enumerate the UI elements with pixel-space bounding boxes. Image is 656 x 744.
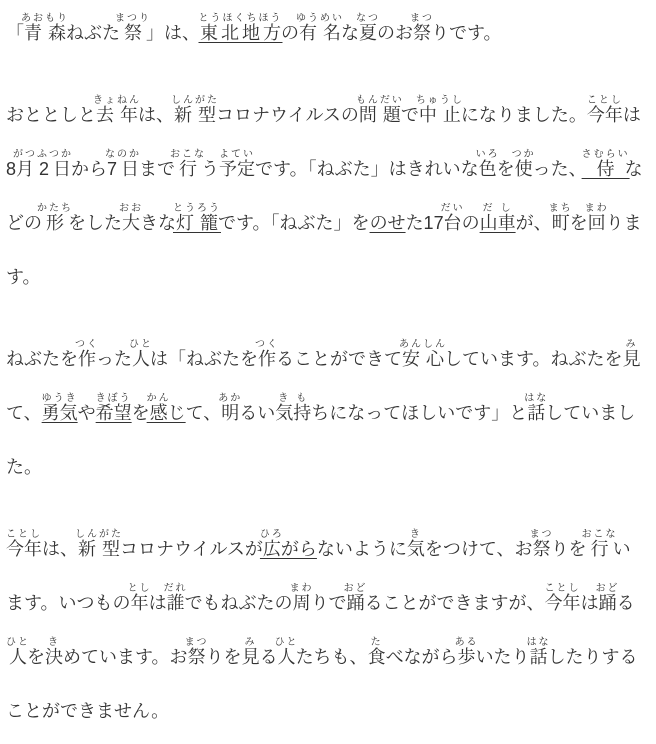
dictionary-word[interactable] [479, 203, 516, 233]
furigana: かたち [37, 203, 73, 214]
text-run: をつけて、お [424, 539, 533, 559]
ruby-word [6, 529, 42, 559]
text-run: りを [205, 647, 242, 667]
furigana: き [45, 637, 63, 648]
text-run: から [71, 159, 108, 179]
ruby-base: 作 [255, 349, 279, 369]
furigana: つく [255, 339, 279, 350]
ruby-word [356, 13, 380, 43]
ruby-word [105, 149, 142, 179]
text-run: しています。ねぶたを [444, 349, 623, 369]
ruby-base: 回 [584, 213, 609, 233]
ruby-word [37, 203, 73, 233]
ruby-word [163, 583, 188, 613]
text-run: じ [167, 403, 186, 423]
ruby-word [440, 203, 465, 233]
ruby-base: 誰 [163, 593, 188, 613]
ruby-word [95, 393, 132, 423]
text-run: ねぶたを [6, 349, 78, 369]
text-run: を [496, 159, 515, 179]
furigana: もんだい [355, 95, 404, 106]
ruby-base: 決 [45, 647, 63, 667]
ruby-word [37, 149, 74, 179]
ruby-word [289, 583, 314, 613]
text-run: をした [68, 213, 122, 233]
ruby-word [75, 339, 99, 369]
furigana: おど [595, 583, 620, 594]
ruby-word [127, 583, 152, 613]
furigana: まわ [584, 203, 609, 214]
furigana: ひと [129, 339, 153, 350]
text-run: コロナウイルスが [120, 539, 263, 559]
text-run: う [201, 159, 220, 179]
ruby-base: 新型 [75, 539, 123, 559]
ruby-base: 安心 [399, 349, 447, 369]
furigana: だれ [163, 583, 188, 594]
furigana: ことし [586, 95, 623, 106]
ruby-word [367, 637, 386, 667]
text-run: いたり [475, 647, 530, 667]
ruby-base: 月 [13, 159, 38, 179]
furigana: まつ [184, 637, 209, 648]
ruby-base: 見 [241, 647, 260, 667]
ruby-word [410, 13, 434, 43]
ruby-base: 形 [37, 213, 73, 233]
text-run: していました。 [6, 403, 636, 477]
dictionary-word[interactable] [95, 393, 132, 423]
ruby-base: 今年 [6, 539, 42, 559]
furigana: まつ [529, 529, 554, 540]
paragraph [6, 6, 648, 60]
furigana: まわ [289, 583, 314, 594]
furigana: ゆうき [41, 393, 78, 404]
ruby-base: 灯籠 [173, 213, 221, 233]
text-run: したりすることができません。 [6, 647, 638, 721]
furigana: つか [511, 149, 536, 160]
ruby-word [586, 95, 623, 125]
furigana: あんしん [399, 339, 447, 350]
text-run: がら [280, 539, 317, 559]
dictionary-word[interactable] [581, 149, 630, 179]
text-run: のお [377, 23, 413, 43]
text-run: めています。お [63, 647, 188, 667]
ruby-word [274, 637, 299, 667]
ruby-base: 人 [274, 647, 299, 667]
ruby-word [146, 393, 171, 423]
text-run: は「ねぶたを [150, 349, 258, 369]
ruby-word [241, 637, 260, 667]
text-run: りです。 [431, 23, 502, 43]
ruby-word [45, 637, 63, 667]
furigana: はな [526, 637, 551, 648]
ruby-word [41, 393, 78, 423]
text-run: おととしと [6, 105, 96, 125]
furigana: ゆうめい [296, 13, 344, 24]
furigana: なのか [105, 149, 142, 160]
ruby-word [584, 203, 609, 233]
ruby-base: 作 [75, 349, 99, 369]
ruby-base: 東北地方 [198, 23, 283, 43]
furigana: とうろう [173, 203, 221, 214]
ruby-word [170, 149, 207, 179]
ruby-word [184, 637, 209, 667]
ruby-word [622, 339, 641, 369]
ruby-base: 祭 [529, 539, 554, 559]
furigana: ひと [6, 637, 30, 648]
ruby-word [115, 13, 151, 43]
furigana: ひろ [259, 529, 284, 540]
furigana: おこな [170, 149, 207, 160]
text-run: る [259, 647, 278, 667]
ruby-word [524, 393, 549, 423]
paragraph [6, 332, 648, 494]
text-run: を [131, 403, 150, 423]
text-run: った、 [532, 159, 587, 179]
ruby-word [343, 583, 368, 613]
furigana: た [367, 637, 386, 648]
ruby-word [511, 149, 536, 179]
ruby-base: 使 [511, 159, 536, 179]
text-run: は8 [6, 105, 641, 179]
text-run: は [148, 593, 167, 613]
ruby-base: 夏 [356, 23, 380, 43]
ruby-word [13, 149, 38, 179]
furigana: おお [119, 203, 143, 214]
ruby-base: 人 [129, 349, 153, 369]
furigana: ある [454, 637, 479, 648]
furigana: ことし [544, 583, 581, 594]
dictionary-word[interactable] [198, 13, 283, 43]
furigana: み [622, 339, 641, 350]
dictionary-word[interactable] [173, 203, 221, 233]
furigana: ふつか [37, 149, 74, 160]
text-run: りを [550, 539, 587, 559]
text-run: の [281, 23, 299, 43]
dictionary-word[interactable] [146, 393, 186, 423]
furigana: ひと [274, 637, 299, 648]
text-run: です。「ねぶた」を [218, 213, 370, 233]
ruby-base: 感 [146, 403, 171, 423]
ruby-word [479, 203, 516, 233]
ruby-base: 行 [581, 539, 618, 559]
text-run: になりました。 [460, 105, 587, 125]
paragraph [6, 522, 648, 738]
text-run: や [77, 403, 96, 423]
text-run: などの [6, 159, 643, 233]
ruby-word [406, 529, 425, 559]
ruby-base: 踊 [343, 593, 368, 613]
furigana: あか [218, 393, 243, 404]
furigana: きょねん [93, 95, 141, 106]
ruby-base: 今年 [586, 105, 623, 125]
ruby-base: 気持 [275, 403, 312, 423]
text-run: る [616, 593, 635, 613]
ruby-word [548, 203, 573, 233]
text-run: のせ [369, 213, 406, 233]
ruby-base: 人 [6, 647, 30, 667]
ruby-base: 見 [622, 349, 641, 369]
furigana: おど [343, 583, 368, 594]
furigana: よてい [219, 149, 256, 160]
ruby-base: 勇気 [41, 403, 78, 423]
ruby-word [75, 529, 123, 559]
furigana: き [406, 529, 425, 540]
furigana: いろ [475, 149, 500, 160]
dictionary-word[interactable] [259, 529, 317, 559]
text-run: います。いつもの [6, 539, 631, 613]
ruby-word [21, 13, 69, 43]
ruby-base: 食 [367, 647, 386, 667]
furigana: きぼう [95, 393, 132, 404]
furigana: きも [275, 393, 312, 404]
furigana: はな [524, 393, 549, 404]
text-run: べながら [385, 647, 458, 667]
text-run: ります。 [6, 213, 642, 287]
ruby-base: 広 [259, 539, 284, 559]
ruby-word [129, 339, 153, 369]
furigana: とうほくちほう [198, 13, 283, 24]
furigana: まち [548, 203, 573, 214]
ruby-base: 明 [218, 403, 243, 423]
ruby-word [529, 529, 554, 559]
dictionary-word[interactable] [41, 393, 78, 423]
ruby-word [526, 637, 551, 667]
furigana: しんがた [75, 529, 123, 540]
ruby-word [544, 583, 581, 613]
ruby-word [171, 95, 219, 125]
text-run: ねぶた [66, 23, 120, 43]
text-run: て、 [6, 403, 42, 423]
ruby-base: 予定 [219, 159, 256, 179]
text-run: を [569, 213, 588, 233]
text-run: きな [140, 213, 176, 233]
ruby-word [255, 339, 279, 369]
text-run: て、 [185, 403, 222, 423]
furigana: だい [440, 203, 465, 214]
ruby-base: 希望 [95, 403, 132, 423]
furigana: かん [146, 393, 171, 404]
text-run: 「 [6, 23, 24, 43]
ruby-base: 行 [170, 159, 207, 179]
text-run: 」は、 [146, 23, 200, 43]
furigana: がつ [13, 149, 38, 160]
text-run: は [580, 593, 599, 613]
ruby-base: 新型 [171, 105, 219, 125]
ruby-word [475, 149, 500, 179]
text-run: でもねぶたの [184, 593, 293, 613]
ruby-word [399, 339, 447, 369]
text-run: たちも、 [295, 647, 368, 667]
furigana: まつり [115, 13, 151, 24]
furigana: み [241, 637, 260, 648]
text-run: は、 [42, 539, 78, 559]
ruby-word [219, 149, 256, 179]
text-run: ることができますが、 [364, 593, 545, 613]
text-run: った [96, 349, 132, 369]
ruby-word [415, 95, 464, 125]
text-run: が、 [515, 213, 552, 233]
furigana: おこな [581, 529, 618, 540]
ruby-base: 話 [524, 403, 549, 423]
ruby-word [6, 637, 30, 667]
text-run: るい [239, 403, 276, 423]
text-run: な [341, 23, 359, 43]
ruby-base: 踊 [595, 593, 620, 613]
ruby-base: 祭 [115, 23, 151, 43]
text-run: を [27, 647, 45, 667]
dictionary-word[interactable] [370, 213, 406, 233]
ruby-base: 町 [548, 213, 573, 233]
ruby-word [275, 393, 312, 423]
ruby-word [595, 583, 620, 613]
ruby-base: 台 [440, 213, 465, 233]
ruby-word [218, 393, 243, 423]
text-run: た17 [405, 213, 444, 233]
ruby-base: 中止 [415, 105, 464, 125]
text-run: です。「ねぶた」はきれいな [255, 159, 479, 179]
ruby-word [259, 529, 284, 559]
ruby-base: 歩 [454, 647, 479, 667]
text-run: ちになってほしいです」と [311, 403, 528, 423]
ruby-base: 7日 [105, 159, 142, 179]
text-run: ないように [316, 539, 407, 559]
ruby-base: 今年 [544, 593, 581, 613]
ruby-base: 去年 [93, 105, 141, 125]
ruby-word [93, 95, 141, 125]
furigana: ちゅうし [415, 95, 464, 106]
ruby-base: 祭 [184, 647, 209, 667]
ruby-base: 年 [127, 593, 152, 613]
ruby-word [173, 203, 221, 233]
ruby-base: 祭 [410, 23, 434, 43]
ruby-word [581, 529, 618, 559]
furigana: しんがた [171, 95, 219, 106]
text-run: りで [310, 593, 347, 613]
text-run: は、 [138, 105, 174, 125]
ruby-word [454, 637, 479, 667]
ruby-base: 色 [475, 159, 500, 179]
text-run: の [461, 213, 480, 233]
ruby-word [119, 203, 143, 233]
ruby-base: 問題 [355, 105, 404, 125]
ruby-word [581, 149, 630, 179]
furigana: とし [127, 583, 152, 594]
ruby-base: 2日 [37, 159, 73, 179]
text-run: で [400, 105, 419, 125]
ruby-word [198, 13, 283, 43]
ruby-base: 侍 [581, 159, 630, 179]
furigana: なつ [356, 13, 380, 24]
ruby-base: 青森 [21, 23, 69, 43]
paragraph [6, 88, 648, 304]
ruby-base: 大 [119, 213, 143, 233]
ruby-word [355, 95, 404, 125]
furigana: ことし [6, 529, 42, 540]
ruby-base: 気 [406, 539, 425, 559]
furigana: つく [75, 339, 99, 350]
furigana: あおもり [21, 13, 69, 24]
ruby-base: 山車 [479, 213, 516, 233]
ruby-base: 有名 [296, 23, 344, 43]
furigana: まつ [410, 13, 434, 24]
text-run: まで [139, 159, 176, 179]
furigana: さむらい [581, 149, 630, 160]
text-run: コロナウイルスの [216, 105, 359, 125]
ruby-word [296, 13, 344, 43]
ruby-base: 話 [526, 647, 551, 667]
text-run: ることができて [276, 349, 402, 369]
furigana: だし [479, 203, 516, 214]
ruby-base: 周 [289, 593, 314, 613]
